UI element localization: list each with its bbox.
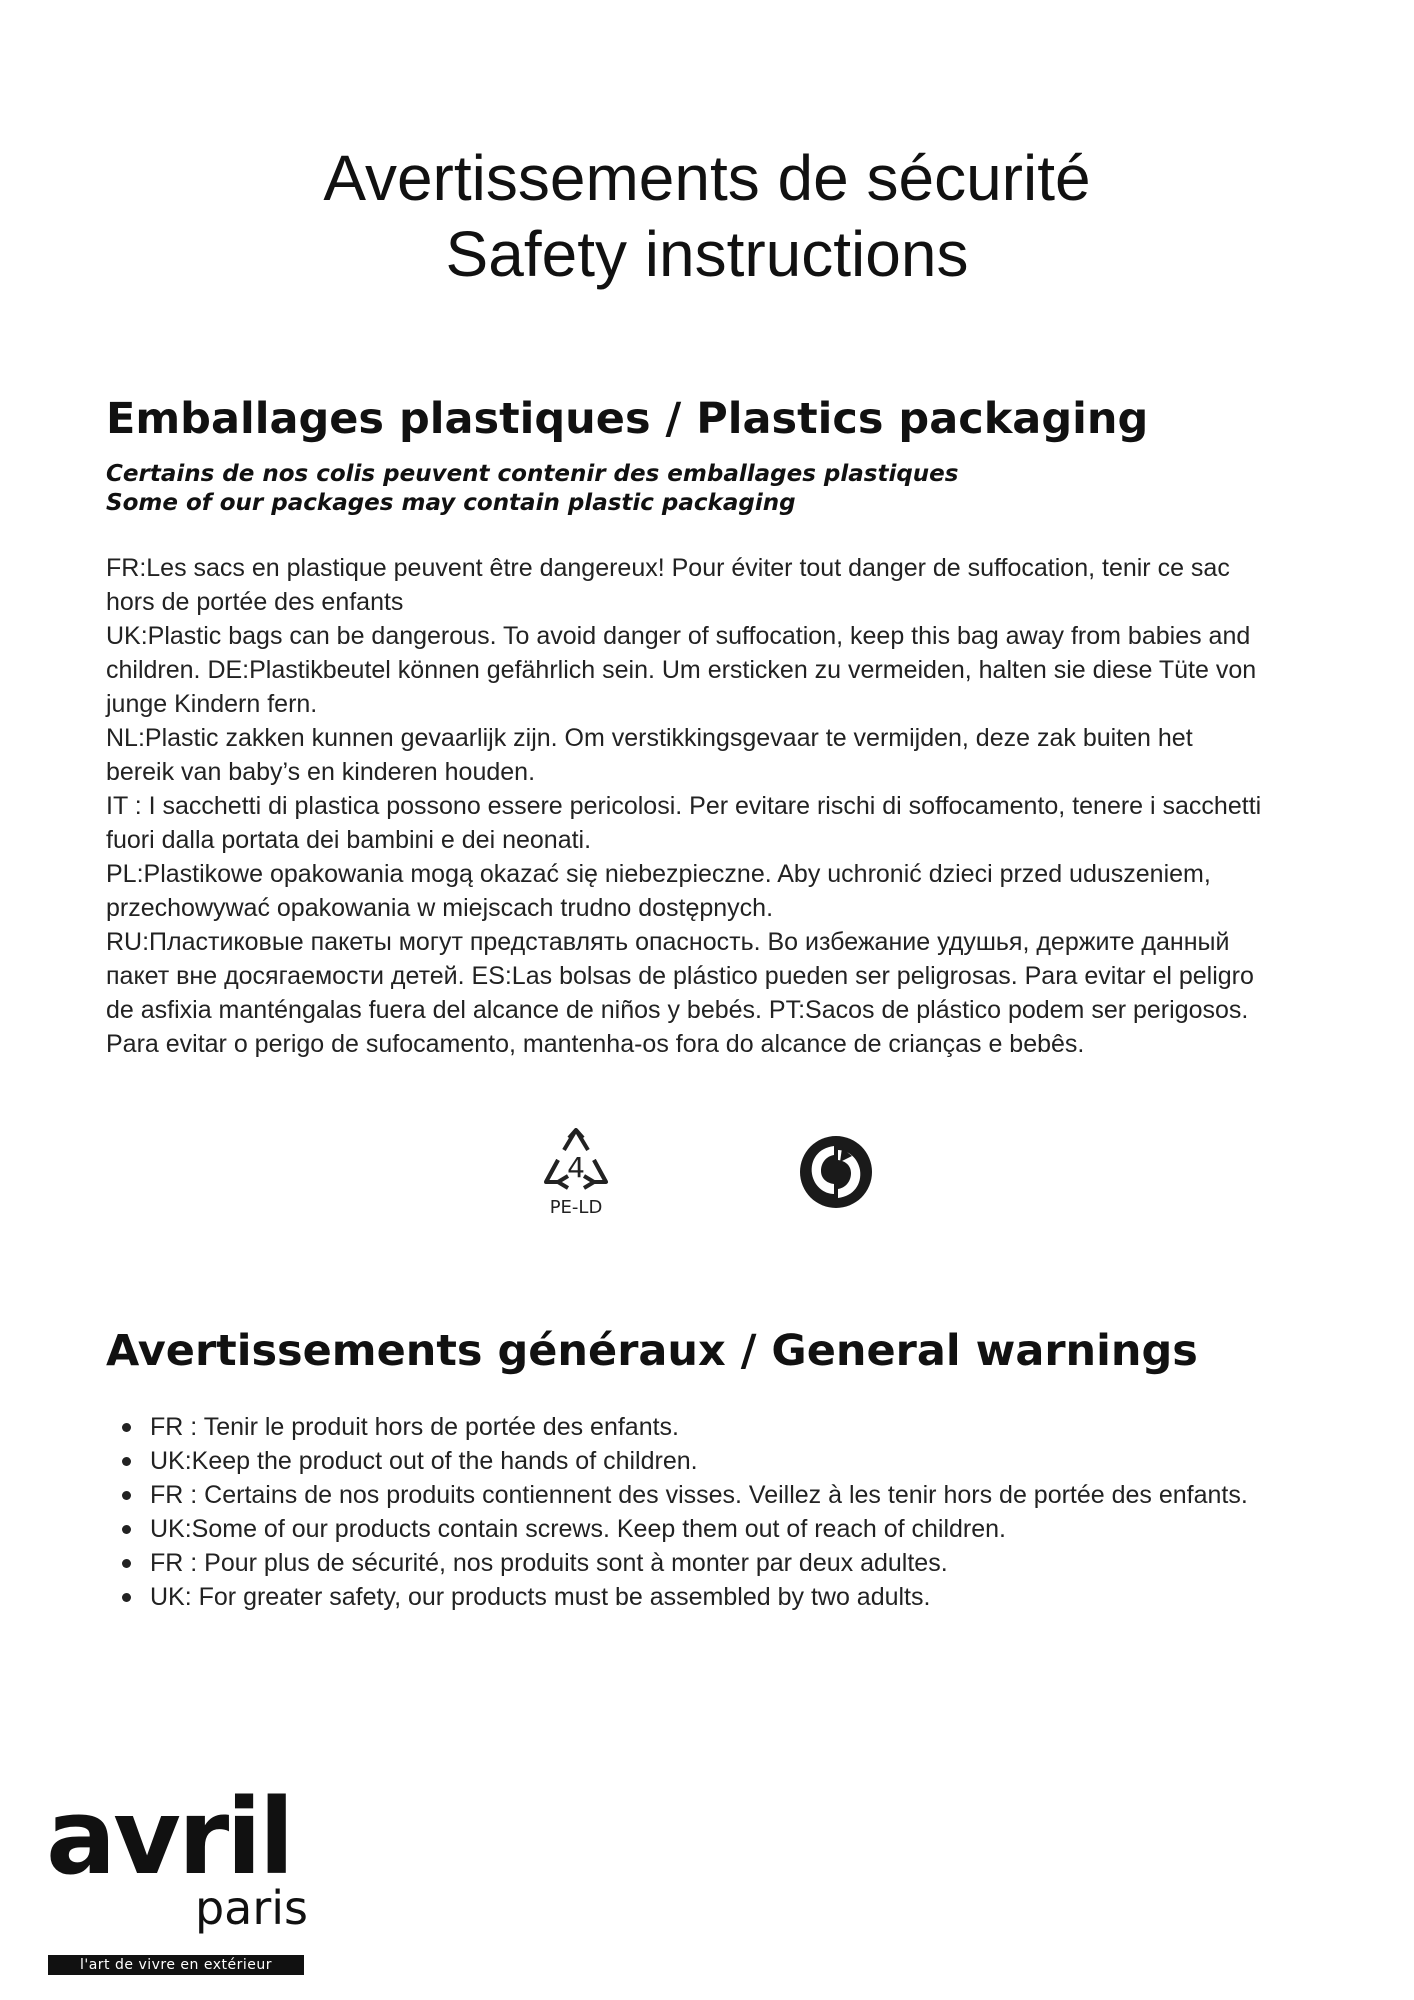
- list-item: UK: For greater safety, our products must be assembled by two adults.: [150, 1580, 1410, 1614]
- recycling-code: 4: [567, 1151, 585, 1184]
- page-title-en: Safety instructions: [445, 218, 969, 290]
- warning-paragraph-nl: NL:Plastic zakken kunnen gevaarlijk zijn. Om verstikkingsgevaar te vermijden, deze zak buiten het bereik van baby’s en kinderen houden.: [106, 724, 1193, 786]
- logo-city: paris: [194, 1881, 308, 1935]
- recycling-material-label: PE-LD: [549, 1197, 603, 1218]
- list-item: FR : Tenir le produit hors de portée des enfants.: [150, 1410, 1410, 1444]
- plastics-subheading-fr: Certains de nos colis peuvent contenir des emballages plastiques: [106, 461, 959, 487]
- warning-paragraph-fr: FR:Les sacs en plastique peuvent être dangereux! Pour éviter tout danger de suffocation, tenir ce sac hors de portée des enfants: [106, 554, 1230, 616]
- list-item: UK:Some of our products contain screws. Keep them out of reach of children.: [150, 1512, 1410, 1546]
- avril-paris-logo: [46, 1776, 316, 1985]
- plastics-warning-text: [106, 551, 1266, 1061]
- packaging-symbols: [0, 1128, 1414, 1228]
- general-warnings-list: [106, 1410, 1410, 1614]
- warning-paragraph-uk-de: UK:Plastic bags can be dangerous. To avoid danger of suffocation, keep this bag away from babies and children. DE:Plastikbeutel können gefährlich sein. Um ersticken zu vermeiden, halten sie diese Tüte von junge Kindern fern.: [106, 622, 1257, 718]
- green-dot-icon: [798, 1134, 874, 1210]
- plastics-subheading-en: Some of our packages may contain plastic packaging: [106, 490, 796, 516]
- warning-paragraph-it: IT : I sacchetti di plastica possono essere pericolosi. Per evitare rischi di soffocamento, tenere i sacchetti fuori dalla portata dei bambini e dei neonati.: [106, 792, 1262, 854]
- page-title: [0, 140, 1414, 292]
- general-warnings-heading: Avertissements généraux / General warnings: [106, 1326, 1198, 1376]
- logo-tagline: l'art de vivre en extérieur: [48, 1955, 304, 1975]
- plastics-subheading: [106, 460, 1326, 518]
- warning-paragraph-pl: PL:Plastikowe opakowania mogą okazać się niebezpieczne. Aby uchronić dzieci przed uduszeniem, przechowywać opakowania w miejscach trudno dostępnych.: [106, 860, 1211, 922]
- plastics-section-heading: Emballages plastiques / Plastics packaging: [106, 394, 1149, 444]
- list-item: FR : Certains de nos produits contiennent des visses. Veillez à les tenir hors de portée des enfants.: [150, 1478, 1410, 1512]
- page-title-fr: Avertissements de sécurité: [323, 142, 1091, 214]
- logo-brand-name: avril: [46, 1776, 292, 1898]
- list-item: UK:Keep the product out of the hands of children.: [150, 1444, 1410, 1478]
- warning-paragraph-ru-es-pt: RU:Пластиковые пакеты могут представлять опасность. Во избежание удушья, держите данный пакет вне досягаемости детей. ES:Las bolsas de plástico pueden ser peligrosas. Para evitar el peligro de asfixia manténgalas fuera del alcance de niños y bebés. PT:Sacos de plástico podem ser perigosos. Para evitar o perigo de sufocamento, mantenha-os fora do alcance de crianças e bebês.: [106, 928, 1254, 1058]
- recycling-symbol-icon: [536, 1128, 616, 1224]
- list-item: FR : Pour plus de sécurité, nos produits sont à monter par deux adultes.: [150, 1546, 1410, 1580]
